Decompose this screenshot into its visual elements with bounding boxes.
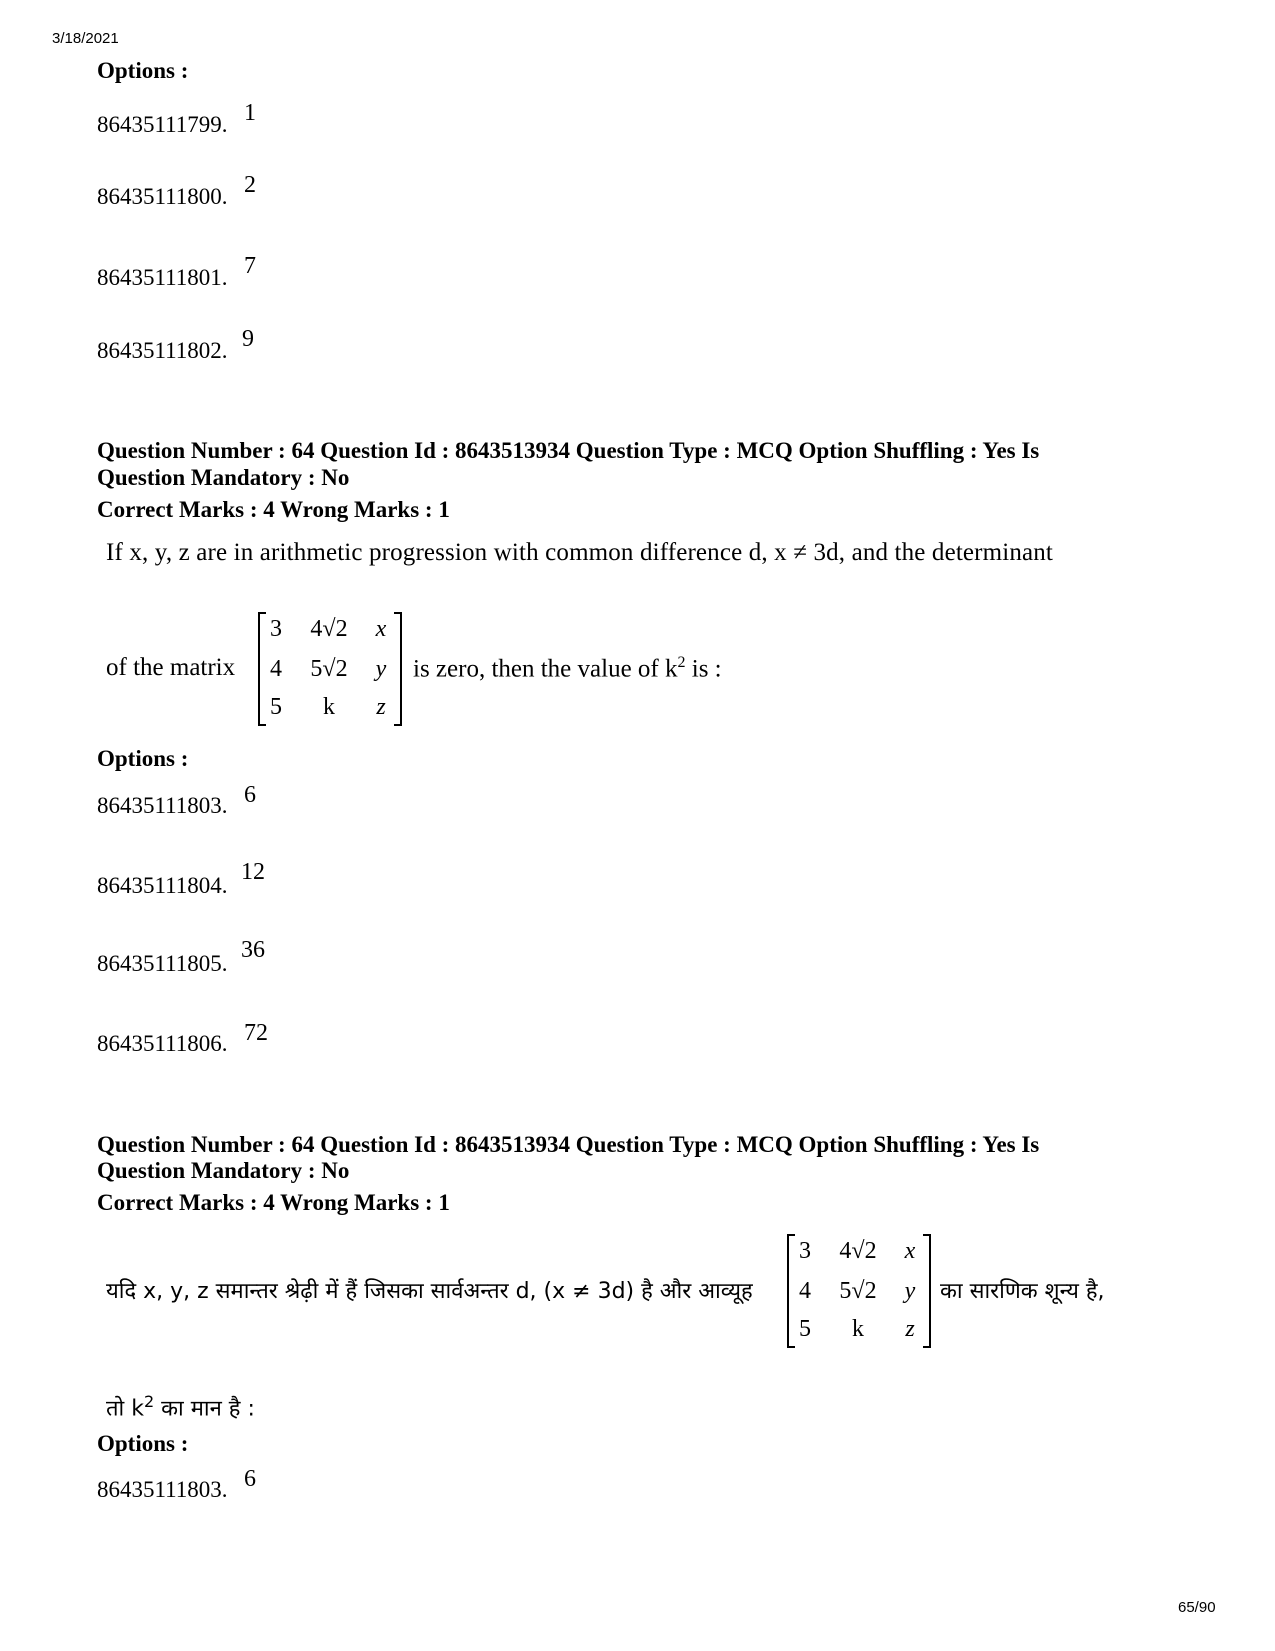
question-marks: Correct Marks : 4 Wrong Marks : 1 [97, 1190, 450, 1215]
options-label: Options : [97, 58, 189, 83]
matrix-cell: 4√2 [839, 1238, 877, 1264]
matrix-cell: 4√2 [310, 616, 348, 642]
matrix-cell: k [323, 694, 335, 720]
matrix-cell: 5 [799, 1316, 811, 1342]
question-mandatory: Question Mandatory : No [97, 465, 350, 490]
matrix-cell: 5√2 [310, 656, 348, 682]
question-text: If x, y, z are in arithmetic progression with common difference d, x ≠ 3d, and the determinant [106, 539, 1053, 566]
option-id: 86435111804. [97, 873, 228, 898]
matrix-cell: 3 [270, 616, 282, 642]
question-mandatory: Question Mandatory : No [97, 1158, 350, 1183]
option-id: 86435111802. [97, 338, 228, 363]
option-value: 72 [244, 1020, 268, 1046]
matrix-cell: 4 [270, 656, 282, 682]
option-value: 2 [244, 172, 256, 198]
determinant-matrix [787, 1234, 931, 1348]
option-value: 36 [241, 937, 265, 963]
matrix-cell: 4 [799, 1278, 811, 1304]
question-text-line2: तो $k^2$ का मान है : [106, 1392, 255, 1422]
option-id: 86435111803. [97, 793, 228, 818]
matrix-cell: 3 [799, 1238, 811, 1264]
option-value: 12 [241, 859, 265, 885]
print-date: 3/18/2021 [52, 30, 119, 47]
matrix-cell: z [376, 694, 386, 720]
matrix-cell: y [904, 1278, 916, 1304]
matrix-cell: x [904, 1238, 916, 1264]
option-id: 86435111800. [97, 184, 228, 209]
option-value: 1 [244, 100, 256, 126]
option-id: 86435111801. [97, 265, 228, 290]
question-text-after-matrix: का सारणिक शून्य है, [940, 1279, 1105, 1304]
option-id: 86435111803. [97, 1477, 228, 1502]
option-id: 86435111805. [97, 951, 228, 976]
option-value: 6 [244, 1466, 256, 1492]
page-number: 65/90 [1178, 1599, 1216, 1616]
matrix-cell: k [852, 1316, 864, 1342]
option-id: 86435111799. [97, 112, 228, 137]
determinant-matrix [258, 612, 402, 726]
question-text-before-matrix: of the matrix [106, 654, 236, 681]
option-value: 9 [242, 326, 254, 352]
question-text-before-matrix: यदि x, y, z समान्तर श्रेढ़ी में हैं जिसका सार्वअन्तर d, (x ≠ 3d) है और आव्यूह [106, 1279, 753, 1304]
matrix-cell: z [905, 1316, 915, 1342]
matrix-cell: x [375, 616, 387, 642]
question-marks: Correct Marks : 4 Wrong Marks : 1 [97, 497, 450, 522]
options-label: Options : [97, 1431, 189, 1456]
question-meta: Question Number : 64 Question Id : 8643513934 Question Type : MCQ Option Shuffling : Yes Is [97, 1132, 1040, 1157]
option-value: 7 [244, 253, 256, 279]
matrix-cell: 5√2 [839, 1278, 877, 1304]
question-meta: Question Number : 64 Question Id : 8643513934 Question Type : MCQ Option Shuffling : Yes Is [97, 438, 1040, 463]
options-label: Options : [97, 746, 189, 771]
option-id: 86435111806. [97, 1031, 228, 1056]
option-value: 6 [244, 782, 256, 808]
matrix-cell: y [375, 656, 387, 682]
matrix-cell: 5 [270, 694, 282, 720]
question-text-after-matrix: is zero, then the value of $k^2$ is : [413, 654, 722, 683]
